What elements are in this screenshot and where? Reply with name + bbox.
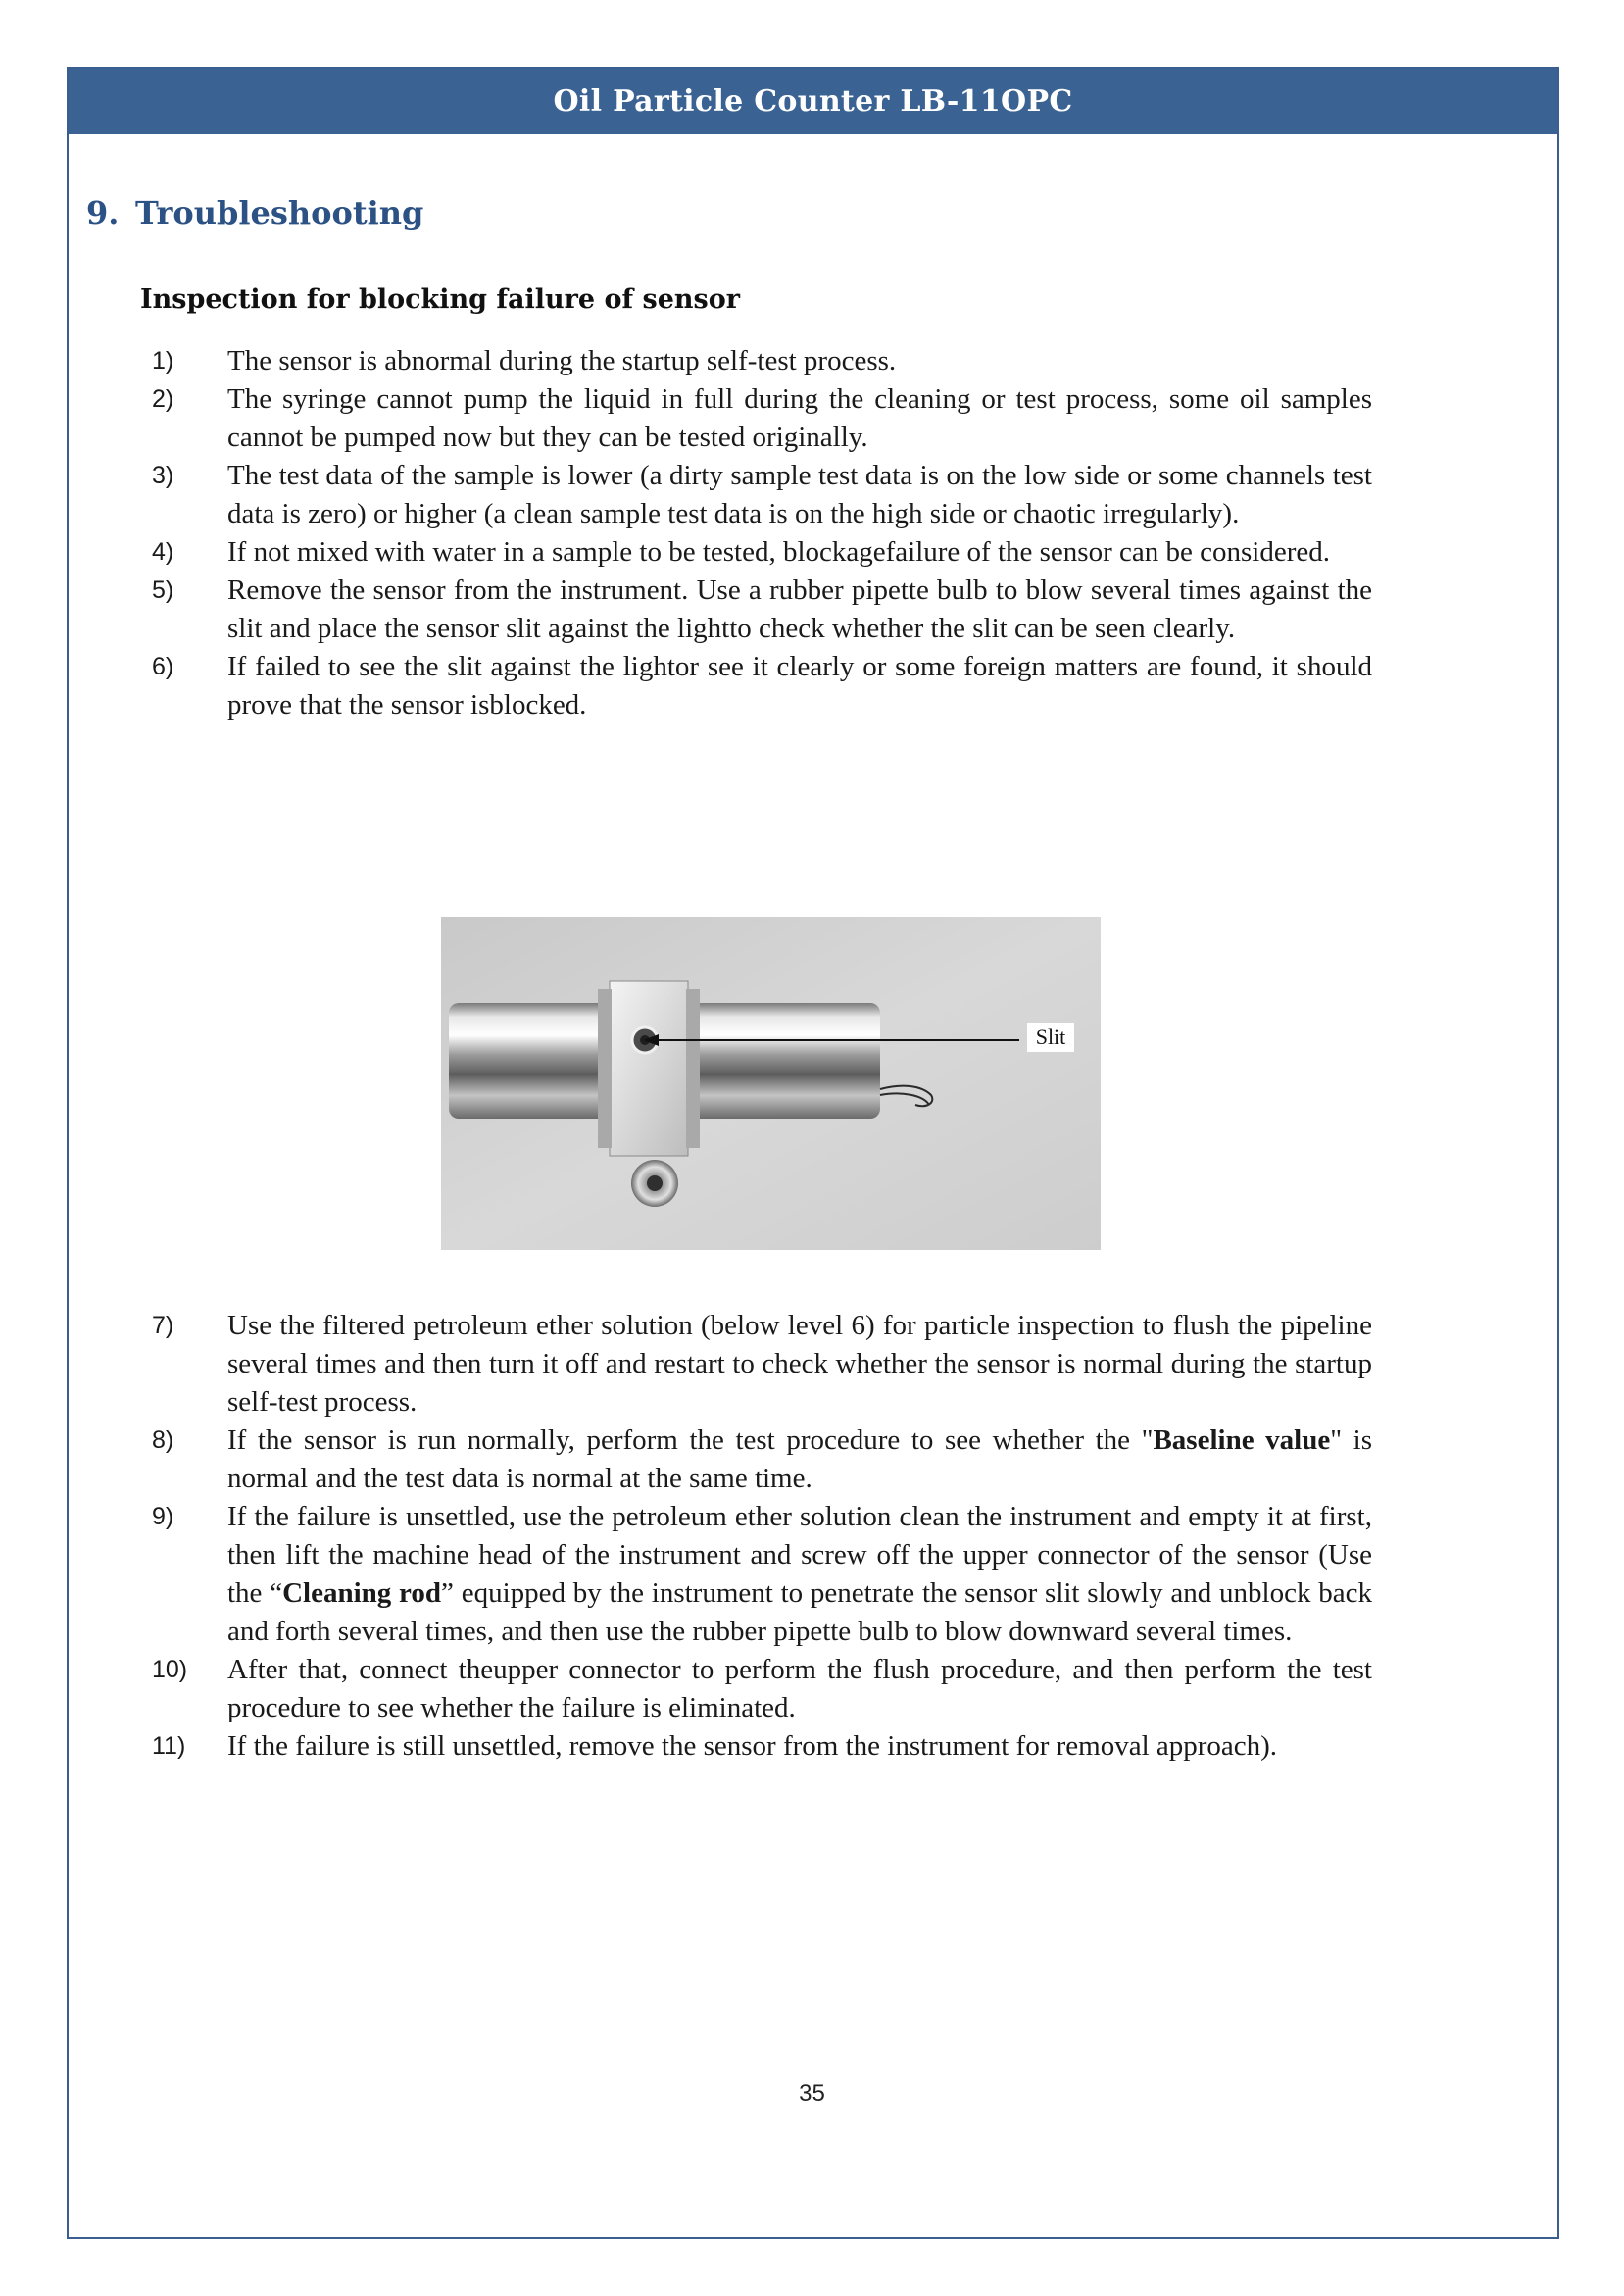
document-title: Oil Particle Counter LB-11OPC <box>553 84 1073 119</box>
section-number: 9. <box>86 194 120 231</box>
list-item <box>152 572 1372 648</box>
steps-list-part-1 <box>152 342 1372 724</box>
list-item-text-end: " is normal and the test data is normal at the same time. <box>227 1424 1372 1494</box>
subsection-heading: Inspection for blocking failure of sensor <box>140 284 740 315</box>
list-item <box>152 1498 1372 1651</box>
list-marker: 9) <box>152 1503 174 1530</box>
list-item <box>152 533 1372 572</box>
list-item <box>152 380 1372 457</box>
baseline-value-term: Baseline value <box>1153 1424 1331 1456</box>
list-item-text-start: If the failure is unsettled, use the petroleum ether solution clean the instrument and empty it at first, then lift the machine head of the instrument and screw off the upper connector of the sensor (Use the “ <box>227 1501 1372 1609</box>
sensor-block-edge-right <box>686 989 700 1148</box>
list-item <box>152 648 1372 724</box>
steps-list-part-2 <box>152 1307 1372 1766</box>
list-marker: 10) <box>152 1656 188 1683</box>
list-item-text: Remove the sensor from the instrument. Use a rubber pipette bulb to blow several times against the slit and place the sensor slit against the lightto check whether the slit can be seen clearly. <box>227 574 1372 644</box>
list-item <box>152 1307 1372 1422</box>
list-item-text: After that, connect theupper connector to perform the flush procedure, and then perform the test procedure to see whether the failure is eliminated. <box>227 1654 1372 1723</box>
list-marker: 1) <box>152 347 174 374</box>
list-item <box>152 342 1372 380</box>
list-marker: 3) <box>152 462 174 489</box>
list-item <box>152 1422 1372 1498</box>
list-item-text: If not mixed with water in a sample to be tested, blockagefailure of the sensor can be considered. <box>227 536 1330 568</box>
list-marker: 7) <box>152 1312 174 1339</box>
list-item-text-start: If the sensor is run normally, perform the test procedure to see whether the " <box>227 1424 1154 1456</box>
sensor-center-block <box>610 981 688 1156</box>
list-item-text: The syringe cannot pump the liquid in full during the cleaning or test process, some oil samples cannot be pumped now but they can be tested originally. <box>227 383 1372 453</box>
list-item <box>152 1651 1372 1727</box>
connector-nut-hole <box>647 1175 663 1191</box>
list-item-text: The test data of the sample is lower (a dirty sample test data is on the low side or some channels test data is zero) or higher (a clean sample test data is on the high side or chaotic irregularly). <box>227 460 1372 529</box>
cleaning-rod-term: Cleaning rod <box>282 1577 442 1609</box>
list-marker: 2) <box>152 385 174 413</box>
section-heading <box>86 194 423 231</box>
sensor-block-edge-left <box>598 989 612 1148</box>
list-item-text-end: ” equipped by the instrument to penetrate the sensor slit slowly and unblock back and forth several times, and then use the rubber pipette bulb to blow downward several times. <box>227 1577 1372 1647</box>
slit-label: Slit <box>1035 1024 1066 1049</box>
list-item <box>152 1727 1372 1766</box>
header-bar <box>69 69 1557 134</box>
list-marker: 8) <box>152 1426 174 1454</box>
list-marker: 11) <box>152 1732 186 1760</box>
list-marker: 4) <box>152 538 174 566</box>
section-title: Troubleshooting <box>135 194 424 231</box>
list-marker: 5) <box>152 576 174 604</box>
page-number: 35 <box>799 2080 825 2107</box>
list-item-text: Use the filtered petroleum ether solution (below level 6) for particle inspection to flush the pipeline several times and then turn it off and restart to check whether the sensor is normal during the startup self-test process. <box>227 1310 1372 1418</box>
sensor-photo <box>441 917 1101 1250</box>
list-item-text: If the failure is still unsettled, remove the sensor from the instrument for removal approach). <box>227 1730 1278 1762</box>
list-item-text: The sensor is abnormal during the startup self-test process. <box>227 345 897 376</box>
list-item-text: If failed to see the slit against the lightor see it clearly or some foreign matters are found, it should prove that the sensor isblocked. <box>227 651 1372 721</box>
list-marker: 6) <box>152 653 174 680</box>
list-item <box>152 457 1372 533</box>
